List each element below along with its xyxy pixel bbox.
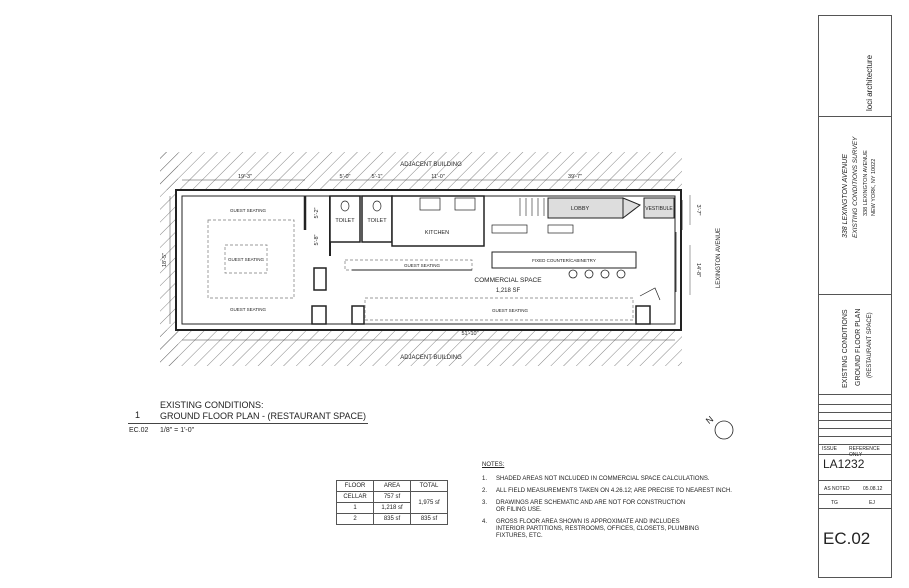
table-row	[337, 514, 448, 525]
scale-value: AS NOTED	[824, 486, 850, 492]
sheet-title-line2: GROUND FLOOR PLAN	[855, 308, 862, 386]
dim-label: 18'-5"	[162, 252, 168, 268]
street-label: LEXINGTON AVENUE	[716, 227, 722, 289]
kitchen-room	[392, 196, 484, 246]
room-label-vestibule: VESTIBULE	[645, 206, 673, 212]
drawing-title-line1: EXISTING CONDITIONS:	[160, 400, 264, 410]
dim-label: 3'-7"	[695, 204, 701, 216]
guest-seating-label: GUEST SEATING	[403, 263, 441, 268]
sheet-number: EC.02	[823, 529, 871, 548]
table-cell: 835 sf	[411, 514, 448, 525]
dim-label: 5'-2"	[314, 207, 320, 219]
project-title: 338 LEXINGTON AVENUE	[842, 153, 849, 238]
room-label-toilet: TOILET	[335, 218, 355, 224]
dim-label: 11'-0"	[431, 174, 445, 180]
room-area-commercial: 1,218 SF	[495, 288, 521, 294]
table-cell: 835 sf	[374, 514, 411, 525]
guest-seating-label: GUEST SEATING	[229, 307, 267, 312]
firm-name: loci architecture	[865, 54, 874, 111]
adjacent-building-bottom-label: ADJACENT BUILDING	[400, 355, 462, 361]
area-table	[336, 480, 448, 525]
reference-label: REFERENCE ONLY	[849, 446, 880, 458]
drawing-scale: 1/8" = 1'-0"	[160, 427, 195, 434]
table-cell: 1	[337, 503, 374, 514]
checked-by: EJ	[869, 500, 875, 506]
table-cell: 757 sf	[374, 492, 411, 503]
note-text: GROSS FLOOR AREA SHOWN IS APPROXIMATE AND INCLUDES INTERIOR PARTITIONS, RESTROOMS, OFFICES, CLOSETS, PLUMBING FIXTURES, ETC.	[496, 519, 700, 539]
project-number: LA1232	[823, 457, 865, 471]
drawing-sheet-ref: EC.02	[129, 427, 149, 434]
table-header: TOTAL	[411, 481, 448, 492]
note-text: SHADED AREAS NOT INCLUDED IN COMMERCIAL SPACE CALCULATIONS.	[496, 476, 710, 482]
drawing-number: 1	[135, 410, 141, 420]
note-text: ALL FIELD MEASUREMENTS TAKEN ON 4.26.12; ARE PRECISE TO NEAREST INCH.	[496, 488, 732, 494]
project-subtitle: EXISTING CONDITIONS SURVEY	[852, 136, 859, 238]
dim-label: 14'-8"	[695, 262, 701, 278]
north-arrow	[700, 410, 742, 446]
sheet-title-line1: EXISTING CONDITIONS	[842, 309, 849, 388]
issue-label: ISSUE	[822, 446, 838, 452]
dim-label: 5'-1"	[371, 174, 383, 180]
adjacent-building-top-label: ADJACENT BUILDING	[400, 162, 462, 168]
project-address: 338 LEXINGTON AVENUE	[863, 150, 869, 216]
guest-seating-label: GUEST SEATING	[229, 208, 267, 213]
date-value: 05.08.12	[863, 486, 883, 492]
note-item: 2. ALL FIELD MEASUREMENTS TAKEN ON 4.26.12; ARE PRECISE TO NEAREST INCH.	[482, 488, 732, 494]
sheet-title-line3: (RESTAURANT SPACE)	[867, 312, 873, 378]
dim-label: 19'-3"	[237, 174, 253, 180]
project-city: NEW YORK, NY 10022	[871, 158, 877, 216]
adjacent-building-top	[160, 152, 682, 190]
counter-label: FIXED COUNTER/CABINETRY	[532, 258, 596, 263]
dim-label: 39'-7"	[567, 174, 583, 180]
caption-rule	[128, 423, 368, 424]
guest-seating-label: GUEST SEATING	[491, 308, 529, 313]
note-item: 3. DRAWINGS ARE SCHEMATIC AND ARE NOT FOR CONSTRUCTION OR FILING USE.	[482, 500, 686, 513]
drawn-by: TG	[831, 500, 838, 506]
dim-label: 5'-8"	[314, 234, 320, 246]
dim-label: 5'-0"	[339, 174, 351, 180]
table-cell: 1,975 sf	[411, 492, 448, 514]
table-row	[337, 492, 448, 503]
note-text: DRAWINGS ARE SCHEMATIC AND ARE NOT FOR CONSTRUCTION OR FILING USE.	[496, 500, 686, 513]
room-label-commercial: COMMERCIAL SPACE	[474, 277, 542, 284]
title-block	[818, 15, 892, 578]
table-cell: 1,218 sf	[374, 503, 411, 514]
drawing-title-line2: GROUND FLOOR PLAN - (RESTAURANT SPACE)	[160, 411, 367, 421]
guest-seating-label: GUEST SEATING	[227, 257, 265, 262]
note-item: 1. SHADED AREAS NOT INCLUDED IN COMMERCIAL SPACE CALCULATIONS.	[482, 476, 710, 482]
room-label-toilet: TOILET	[367, 218, 387, 224]
notes-heading: NOTES:	[482, 462, 505, 468]
table-cell: 2	[337, 514, 374, 525]
table-cell: CELLAR	[337, 492, 374, 503]
dim-label: 51'-10"	[461, 331, 479, 337]
room-label-kitchen: KITCHEN	[424, 230, 450, 236]
table-header-row	[337, 481, 448, 492]
notes	[482, 462, 782, 545]
table-header: FLOOR	[337, 481, 374, 492]
room-label-lobby: LOBBY	[570, 206, 590, 212]
table-header: AREA	[374, 481, 411, 492]
note-item: 4. GROSS FLOOR AREA SHOWN IS APPROXIMATE AND INCLUDES INTERIOR PARTITIONS, RESTROOMS, OFFICES, CLOSETS, PLUMBING FIXTURES, ETC.	[482, 519, 700, 539]
north-label: N	[703, 414, 716, 426]
